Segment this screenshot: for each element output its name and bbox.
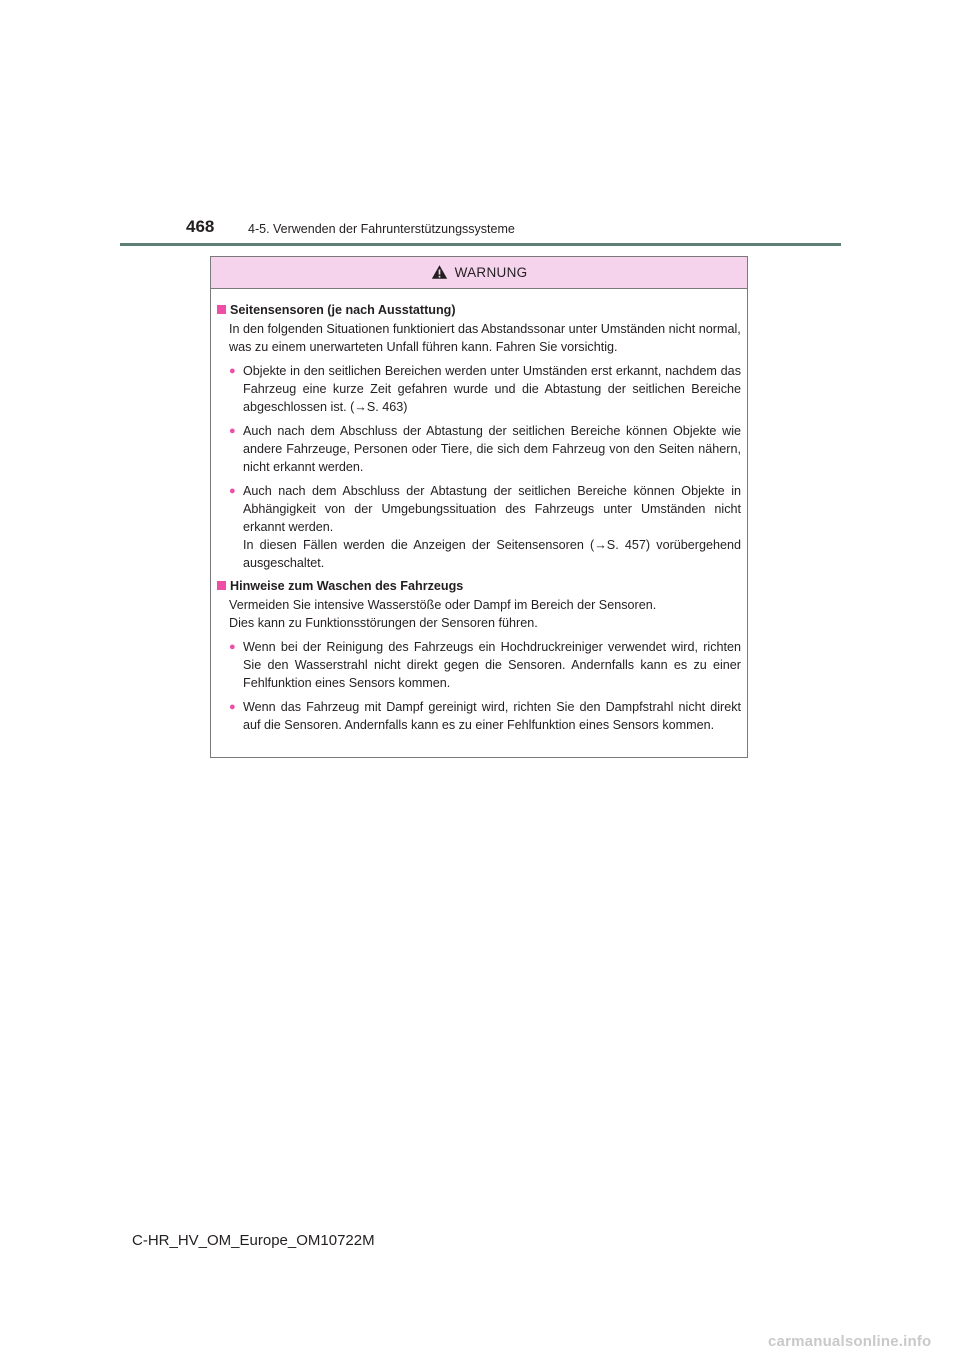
header-rule bbox=[120, 243, 841, 246]
page-number: 468 bbox=[186, 217, 215, 236]
document-code: C-HR_HV_OM_Europe_OM10722M bbox=[132, 1232, 375, 1249]
bullet-text: Wenn das Fahrzeug mit Dampf gereinigt wird, richten Sie den Dampfstrahl nicht direkt auf die Sensoren. Andernfalls kann es zu einer Fehlfunktion eines Sensors kommen. bbox=[243, 700, 741, 732]
section-heading bbox=[217, 301, 741, 319]
watermark: carmanualsonline.info bbox=[768, 1333, 932, 1350]
warning-triangle-icon bbox=[431, 264, 448, 280]
bullet-item bbox=[217, 482, 741, 572]
bullet-text: Objekte in den seitlichen Bereichen werden unter Umständen erst erkannt, nachdem das Fahrzeug eine kurze Zeit gefahren wurde und die Abtastung der seitlichen Bereiche abgeschlossen ist. (→S. 463) bbox=[243, 364, 741, 414]
bullet-item bbox=[217, 698, 741, 734]
bullet-item bbox=[217, 638, 741, 692]
section-title: 4-5. Verwenden der Fahrunterstützungssysteme bbox=[248, 222, 515, 236]
circle-bullet-icon: ● bbox=[229, 485, 236, 497]
circle-bullet-icon: ● bbox=[229, 641, 236, 653]
square-bullet-icon bbox=[217, 581, 226, 590]
warning-box bbox=[210, 256, 748, 758]
warning-header bbox=[211, 257, 747, 289]
section-heading-text: Hinweise zum Waschen des Fahrzeugs bbox=[230, 579, 464, 593]
warning-body bbox=[211, 289, 747, 734]
bullet-text: Wenn bei der Reinigung des Fahrzeugs ein Hochdruckreiniger verwendet wird, richten Sie den Wasserstrahl nicht direkt gegen die Sensoren. Andernfalls kann es zu einer Fehlfunktion eines Sensors kommen. bbox=[243, 640, 741, 690]
section-intro: In den folgenden Situationen funktioniert das Abstandssonar unter Umständen nicht normal, was zu einem unerwarteten Unfall führen kann. Fahren Sie vorsichtig. bbox=[229, 322, 741, 354]
bullet-text: Auch nach dem Abschluss der Abtastung der seitlichen Bereiche können Objekte in Abhängigkeit von der Umgebungssituation des Fahrzeugs unter Umständen nicht erkannt werden. In diesen Fällen werden die Anzeigen der Seitensensoren (→S. 457) vorübergehend ausgeschaltet. bbox=[243, 484, 741, 570]
warning-title: WARNUNG bbox=[454, 265, 528, 280]
circle-bullet-icon: ● bbox=[229, 425, 236, 437]
circle-bullet-icon: ● bbox=[229, 701, 236, 713]
section-heading bbox=[217, 577, 741, 595]
section-heading-text: Seitensensoren (je nach Ausstattung) bbox=[230, 303, 456, 317]
circle-bullet-icon: ● bbox=[229, 365, 236, 377]
bullet-text: Auch nach dem Abschluss der Abtastung der seitlichen Bereiche können Objekte wie andere Fahrzeuge, Personen oder Tiere, die sich dem Fahrzeug von den Seiten nähern, nicht erkannt werden. bbox=[243, 424, 741, 474]
square-bullet-icon bbox=[217, 305, 226, 314]
bullet-item bbox=[217, 362, 741, 416]
section-intro: Vermeiden Sie intensive Wasserstöße oder Dampf im Bereich der Sensoren. Dies kann zu Funktionsstörungen der Sensoren führen. bbox=[229, 598, 657, 630]
bullet-item bbox=[217, 422, 741, 476]
